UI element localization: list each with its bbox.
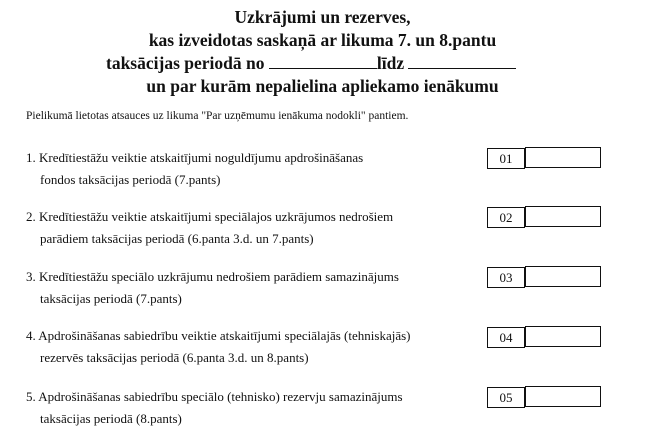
item-04-text-line-1: 4. Apdrošināšanas sabiedrību veiktie atskaitījumi speciālajās (tehniskajās) xyxy=(26,328,411,343)
form-title-line-4: un par kurām nepalielina apliekamo ienākumu xyxy=(146,76,499,96)
item-row-03 xyxy=(26,266,486,310)
item-01-text-line-2: fondos taksācijas periodā (7.pants) xyxy=(40,172,221,187)
item-02-code: 02 xyxy=(487,207,525,228)
item-03-text-line-2: taksācijas periodā (7.pants) xyxy=(40,291,182,306)
item-01-text-line-1: 1. Kredītiestāžu veiktie atskaitījumi noguldījumu apdrošināšanas xyxy=(26,150,364,165)
form-title-line-2: kas izveidotas saskaņā ar likuma 7. un 8.pantu xyxy=(148,30,497,50)
law-reference-note: Pielikumā lietotas atsauces uz likuma "Par uzņēmumu ienākuma nodokli" pantiem. xyxy=(26,110,409,122)
form-title-line-1: Uzkrājumi un rezerves, xyxy=(234,7,411,27)
period-prefix-label: taksācijas periodā no xyxy=(106,53,265,73)
item-05-text-line-1: 5. Apdrošināšanas sabiedrību speciālo (tehnisko) rezervju samazinājums xyxy=(26,389,403,404)
item-02-text-line-2: parādiem taksācijas periodā (6.panta 3.d. un 7.pants) xyxy=(40,231,314,246)
item-row-02 xyxy=(26,206,486,250)
item-row-04 xyxy=(26,325,486,369)
item-05-value-input[interactable] xyxy=(525,386,601,407)
item-05-text-line-2: taksācijas periodā (8.pants) xyxy=(40,411,182,426)
item-row-05 xyxy=(26,386,486,430)
item-row-01 xyxy=(26,147,486,191)
item-04-text-line-2: rezervēs taksācijas periodā (6.panta 3.d. un 8.pants) xyxy=(40,350,309,365)
item-02-value-input[interactable] xyxy=(525,206,601,227)
item-03-text-line-1: 3. Kredītiestāžu speciālo uzkrājumu nedrošiem parādiem samazinājums xyxy=(26,269,399,284)
form-title-period-line xyxy=(106,52,516,74)
item-03-value-input[interactable] xyxy=(525,266,601,287)
period-to-label: līdz xyxy=(376,53,405,73)
period-from-blank[interactable] xyxy=(269,53,377,69)
item-04-value-input[interactable] xyxy=(525,326,601,347)
item-05-code: 05 xyxy=(487,387,525,408)
item-01-value-input[interactable] xyxy=(525,147,601,168)
period-to-blank[interactable] xyxy=(408,53,516,69)
item-04-code: 04 xyxy=(487,327,525,348)
item-01-code: 01 xyxy=(487,148,525,169)
item-02-text-line-1: 2. Kredītiestāžu veiktie atskaitījumi speciālajos uzkrājumos nedrošiem xyxy=(26,209,394,224)
item-03-code: 03 xyxy=(487,267,525,288)
